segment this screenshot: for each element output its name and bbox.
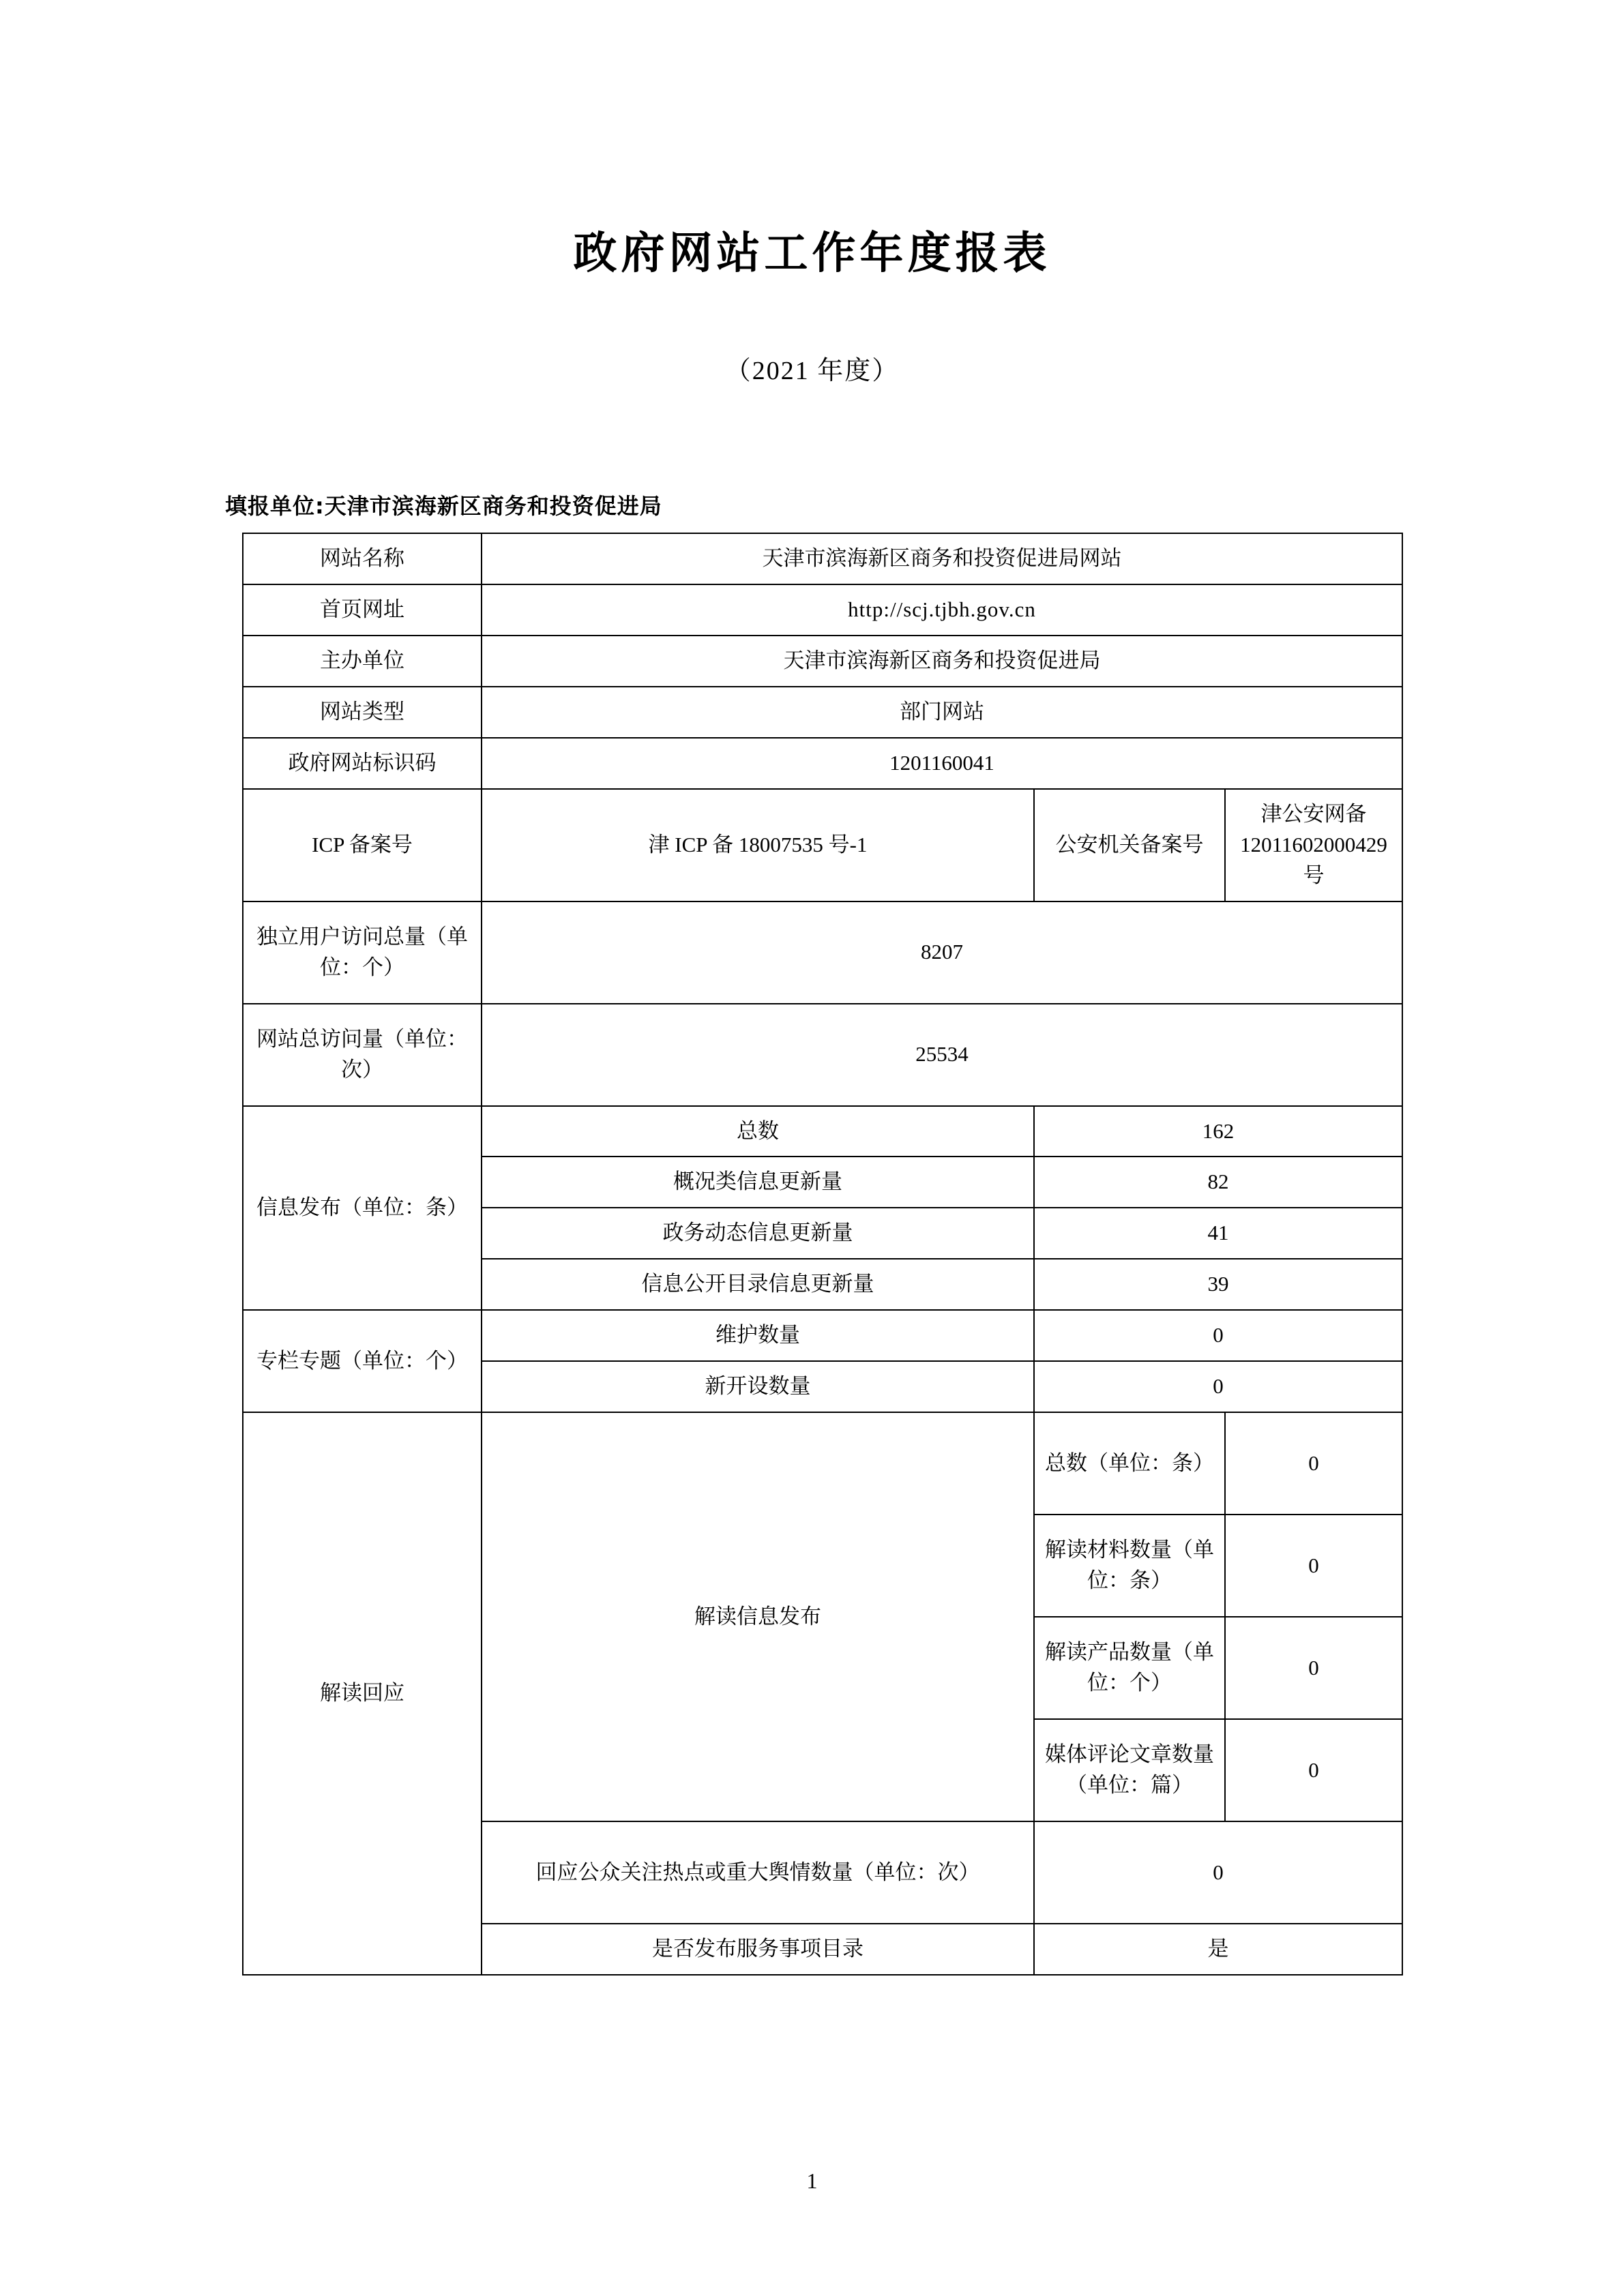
info-release-item-name: 总数	[482, 1106, 1034, 1157]
interpretation-item-value: 0	[1225, 1412, 1402, 1515]
site-type-label: 网站类型	[243, 687, 482, 738]
table-row	[243, 584, 1402, 636]
interpretation-release-label: 解读信息发布	[482, 1412, 1034, 1821]
table-row	[243, 901, 1402, 1004]
hotspot-response-label: 回应公众关注热点或重大舆情数量（单位：次）	[482, 1821, 1034, 1924]
interpretation-item-name: 总数（单位：条）	[1034, 1412, 1225, 1515]
column-topic-item-name: 维护数量	[482, 1310, 1034, 1361]
interpretation-item-name: 解读产品数量（单位：个）	[1034, 1617, 1225, 1719]
column-topic-item-value: 0	[1034, 1310, 1402, 1361]
site-name-value: 天津市滨海新区商务和投资促进局网站	[482, 533, 1402, 584]
table-row	[243, 1310, 1402, 1361]
interpretation-item-value: 0	[1225, 1719, 1402, 1821]
column-topic-label: 专栏专题（单位：个）	[243, 1310, 482, 1412]
homepage-label: 首页网址	[243, 584, 482, 636]
police-record-value: 津公安网备 12011602000429 号	[1225, 789, 1402, 901]
interpretation-item-value: 0	[1225, 1515, 1402, 1617]
info-release-item-value: 162	[1034, 1106, 1402, 1157]
sponsor-value: 天津市滨海新区商务和投资促进局	[482, 636, 1402, 687]
annual-report-table	[242, 533, 1403, 1976]
page-number: 1	[806, 2168, 818, 2193]
service-catalog-label: 是否发布服务事项目录	[482, 1924, 1034, 1975]
table-row	[243, 1412, 1402, 1515]
unique-visitors-value: 8207	[482, 901, 1402, 1004]
sponsor-label: 主办单位	[243, 636, 482, 687]
site-code-value: 1201160041	[482, 738, 1402, 789]
table-row	[243, 789, 1402, 901]
info-release-item-name: 信息公开目录信息更新量	[482, 1259, 1034, 1310]
column-topic-item-name: 新开设数量	[482, 1361, 1034, 1412]
reporting-unit: 填报单位:天津市滨海新区商务和投资促进局	[225, 493, 662, 519]
icp-label: ICP 备案号	[243, 789, 482, 901]
table-row	[243, 738, 1402, 789]
total-visits-label: 网站总访问量（单位：次）	[243, 1004, 482, 1106]
interpretation-item-value: 0	[1225, 1617, 1402, 1719]
site-code-label: 政府网站标识码	[243, 738, 482, 789]
table-row	[243, 636, 1402, 687]
interpretation-item-name: 解读材料数量（单位：条）	[1034, 1515, 1225, 1617]
table-row	[243, 533, 1402, 584]
info-release-item-name: 政务动态信息更新量	[482, 1208, 1034, 1259]
total-visits-value: 25534	[482, 1004, 1402, 1106]
site-name-label: 网站名称	[243, 533, 482, 584]
homepage-value: http://scj.tjbh.gov.cn	[482, 584, 1402, 636]
unique-visitors-label: 独立用户访问总量（单位：个）	[243, 901, 482, 1004]
icp-value: 津 ICP 备 18007535 号-1	[482, 789, 1034, 901]
police-record-label: 公安机关备案号	[1034, 789, 1225, 901]
info-release-label: 信息发布（单位：条）	[243, 1106, 482, 1311]
interpretation-label: 解读回应	[243, 1412, 482, 1975]
interpretation-item-name: 媒体评论文章数量（单位：篇）	[1034, 1719, 1225, 1821]
table-row	[243, 687, 1402, 738]
page-title: 政府网站工作年度报表	[573, 228, 1051, 279]
page-subtitle: （2021 年度）	[724, 357, 900, 385]
service-catalog-value: 是	[1034, 1924, 1402, 1975]
table-row	[243, 1106, 1402, 1157]
info-release-item-value: 82	[1034, 1157, 1402, 1208]
hotspot-response-value: 0	[1034, 1821, 1402, 1924]
column-topic-item-value: 0	[1034, 1361, 1402, 1412]
info-release-item-value: 39	[1034, 1259, 1402, 1310]
table-row	[243, 1004, 1402, 1106]
site-type-value: 部门网站	[482, 687, 1402, 738]
info-release-item-name: 概况类信息更新量	[482, 1157, 1034, 1208]
info-release-item-value: 41	[1034, 1208, 1402, 1259]
